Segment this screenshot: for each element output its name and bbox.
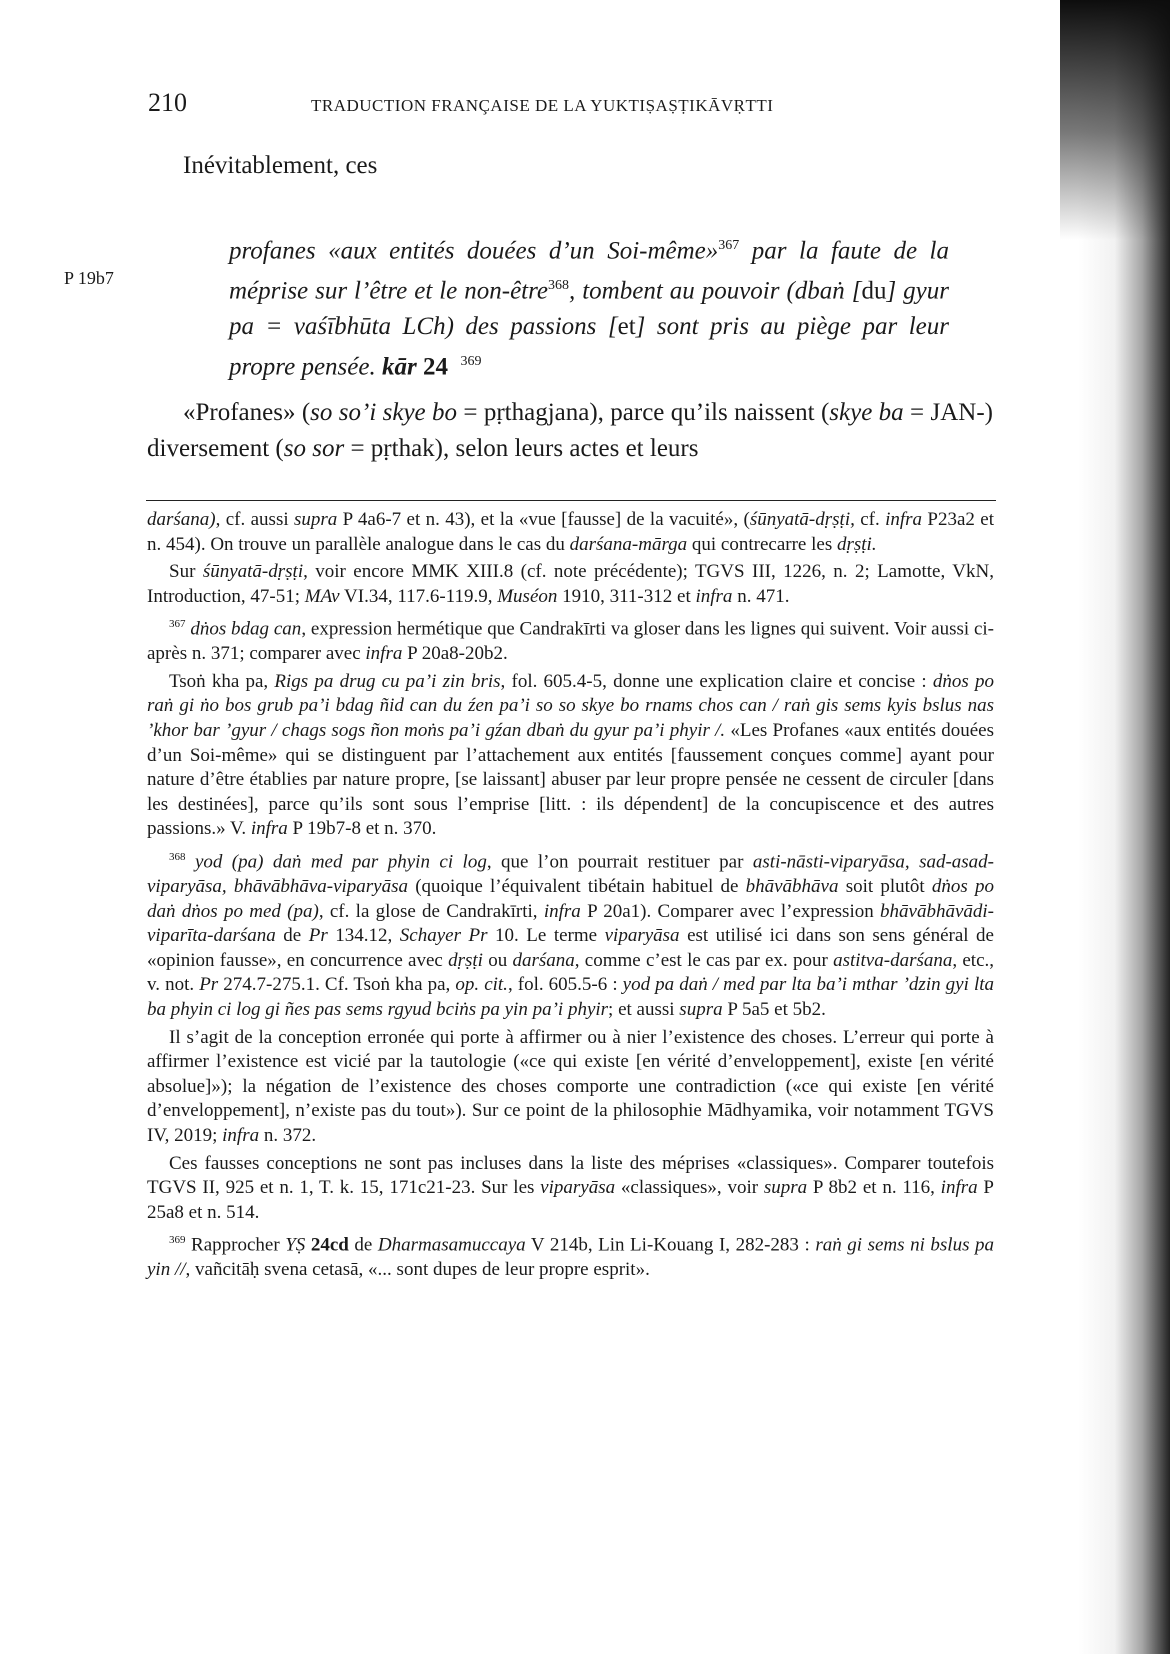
karika-verse: profanes «aux entités douées d’un Soi-même»$^{367}$ par la faute de la méprise sur l’être et le non-être$^{368}$, tombent au pouvoir (dbaṅ [du] gyur pa = vaśībhūta LCh) des passions [et] sont pris au piège par leur propre pensée. kār 24 $^{369}$ (229, 237, 950, 380)
intro-line: Inévitablement, ces (183, 152, 378, 179)
footnote-continuation: darśana), cf. aussi supra P 4a6-7 et n. 43), et la «vue [fausse] de la vacuité», (śūnyatā-dṛṣṭi, cf. infra P23a2 et n. 454). On trouve un parallèle analogue dans le cas du darśana-mārga qui contrecarre les dṛṣṭi. (147, 509, 995, 555)
footnote-continuation-2: Sur śūnyatā-dṛṣṭi, voir encore MMK XIII.8 (cf. note précédente); TGVS III, 1226, n. 2; Lamotte, VkN, Introduction, 47-51; MAv VI.34, 117.6-119.9, Muséon 1910, 311-312 et infra n. 471. (147, 561, 994, 607)
main-paragraph: «Profanes» (so so’i skye bo = pṛthagjana), parce qu’ils naissent (skye ba = JAN-) diversement (so sor = pṛthak), selon leurs actes et leurs (147, 399, 993, 462)
footnote-ref-368[interactable]: 368 (548, 278, 570, 294)
footnote-rule (146, 500, 996, 501)
scan-edge-shadow (1078, 0, 1170, 1654)
footnote-368-paragraph-3: Ces fausses conceptions ne sont pas incluses dans la liste des méprises «classiques». Comparer toutefois TGVS II, 925 et n. 1, T. k. 15, 171c21-23. Sur les viparyāsa «classiques», voir supra P 8b2 et n. 116, infra P 25a8 et n. 514. (147, 1152, 994, 1223)
scan-corner-shadow (1060, 0, 1170, 240)
footnote-368-paragraph-2: Il s’agit de la conception erronée qui porte à affirmer ou à nier l’existence des choses. L’erreur qui porte à affirmer l’existence est vicié par la tautologie («ce qui existe [en vérité d’enveloppement], existe [en vérité absolue]»); la négation de l’existence des choses comporte une contradiction («ce qui existe [en vérité d’enveloppement], n’existe pas du tout»). Sur ce point de la philosophie Mādhyamika, voir notamment TGVS IV, 2019; infra n. 372. (147, 1026, 994, 1146)
footnote-367: $^{367}$ dṅos bdag can, expression hermétique que Candrakīrti va gloser dans les lignes qui suivent. Voir aussi ci-après n. 371; comparer avec infra P 20a8-20b2. (147, 618, 995, 665)
footnote-369: $^{369}$ Rapprocher YṢ 24cd de Dharmasamuccaya V 214b, Lin Li-Kouang I, 282-283 : raṅ gi sems ni bslus pa yin //, vañcitāḥ svena cetasā, «... sont dupes de leur propre esprit». (147, 1234, 995, 1281)
footnote-ref-369[interactable]: 369 (460, 353, 482, 369)
running-title: TRADUCTION FRANÇAISE DE LA YUKTIṢAṢṬIKĀVṚTTI (311, 96, 774, 115)
footnotes (147, 508, 994, 1286)
footnote-368: $^{368}$ yod (pa) daṅ med par phyin ci log, que l’on pourrait restituer par asti-nāsti-viparyāsa, sad-asad-viparyāsa, bhāvābhāva-viparyāsa (quoique l’équivalent tibétain habituel de bhāvābhāva soit plutôt dṅos po daṅ dṅos po med (pa), cf. la glose de Candrakīrti, infra P 20a1). Comparer avec l’expression bhāvābhāvādi-viparīta-darśana de Pr 134.12, Schayer Pr 10. Le terme viparyāsa est utilisé ici dans son sens général de «opinion fausse», en concurrence avec dṛṣṭi ou darśana, comme c’est le cas par ex. pour astitva-darśana, etc., v. not. Pr 274.7-275.1. Cf. Tsoṅ kha pa, op. cit., fol. 605.5-6 : yod pa daṅ / med par lta ba’i mthar ’dzin gyi lta ba phyin ci log gi ñes pas sems rgyud bciṅs pa yin pa’i phyir; et aussi supra P 5a5 et 5b2. (147, 851, 995, 1020)
page-number: 210 (148, 88, 187, 117)
footnote-367-paragraph: Tsoṅ kha pa, Rigs pa drug cu pa’i zin bris, fol. 605.4-5, donne une explication claire et concise : dṅos po raṅ gi ṅo bos grub pa’i bdag ñid can du źen pa’i so so skye bo rnams chos can / raṅ gis sems kyis bslus nas ’khor bar ’gyur / chags sogs ñon moṅs pa’i gźan dbaṅ du gyur pa’i phyir /. «Les Profanes «aux entités douées d’un Soi-même» qui se distinguent par l’attachement aux entités [faussement conçues comme] ayant pour nature d’être établies par nature propre, [se laissant] abuser par leur propre pensée ne cessent de circuler [dans les destinées], parce qu’ils sont sous l’emprise [litt. : ils dépendent] de la concupiscence et des autres passions.» V. infra P 19b7-8 et n. 370. (147, 670, 994, 840)
margin-reference: P 19b7 (64, 268, 114, 288)
karika-label: kār 24 (381, 352, 448, 380)
footnote-ref-367[interactable]: 367 (718, 238, 740, 253)
